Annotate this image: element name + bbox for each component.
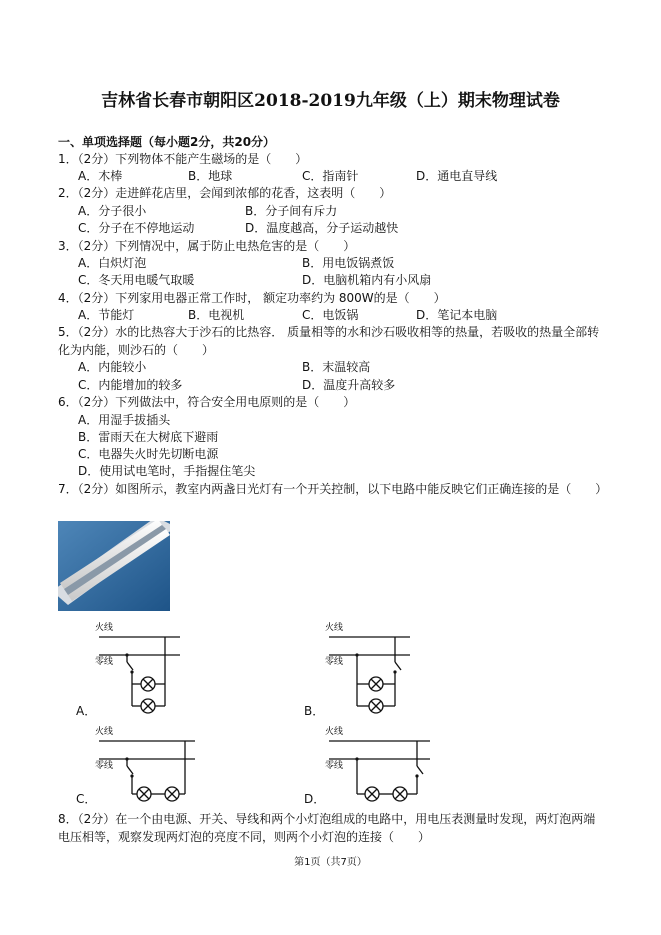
option-c: C． bbox=[76, 792, 97, 806]
question-stem: 5．（2分）水的比热容大于沙石的比热容． 质量相等的水和沙石吸收相等的热量，若吸收的热量全部转化为内能，则沙石的（ ） bbox=[58, 325, 600, 357]
neutral-wire-label: 零线 bbox=[95, 657, 114, 667]
option-d: D．温度升高较多 bbox=[302, 378, 396, 392]
section-heading: 一、单项选择题（每小题2分，共20分） bbox=[58, 135, 276, 149]
question-stem: 1．（2分）下列物体不能产生磁场的是（ ） bbox=[58, 152, 308, 166]
option-c: C．内能增加的较多 bbox=[78, 378, 183, 392]
option-b: B．雷雨天在大树底下避雨 bbox=[78, 430, 219, 444]
option-d: D．笔记本电脑 bbox=[416, 308, 498, 322]
page-title: 吉林省长春市朝阳区2018-2019九年级（上）期末物理试卷 bbox=[101, 91, 560, 111]
option-b: B．末温较高 bbox=[302, 360, 371, 374]
fluorescent-lamp-photo bbox=[58, 521, 170, 611]
option-a: A．木棒 bbox=[78, 169, 123, 183]
neutral-wire-label: 零线 bbox=[95, 761, 114, 771]
option-a: A．白炽灯泡 bbox=[78, 256, 147, 270]
question-stem: 4．（2分）下列家用电器正常工作时， 额定功率约为 800W的是（ ） bbox=[58, 291, 446, 305]
option-d: D．电脑机箱内有小风扇 bbox=[302, 273, 432, 287]
option-d: D．使用试电笔时，手指握住笔尖 bbox=[78, 464, 256, 478]
neutral-wire-label: 零线 bbox=[325, 761, 344, 771]
option-d: D． bbox=[304, 792, 326, 806]
option-c: C．冬天用电暖气取暖 bbox=[78, 273, 195, 287]
live-wire-label: 火线 bbox=[325, 623, 344, 633]
option-d: D．温度越高，分子运动越快 bbox=[245, 221, 399, 235]
question-stem: 6．（2分）下列做法中，符合安全用电原则的是（ ） bbox=[58, 395, 356, 409]
live-wire-label: 火线 bbox=[95, 727, 114, 737]
option-a: A．分子很小 bbox=[78, 204, 147, 218]
live-wire-label: 火线 bbox=[325, 727, 344, 737]
option-b: B．分子间有斥力 bbox=[245, 204, 338, 218]
neutral-wire-label: 零线 bbox=[325, 657, 344, 667]
option-a: A． bbox=[76, 704, 97, 718]
option-b: B． bbox=[304, 704, 325, 718]
option-b: B．用电饭锅煮饭 bbox=[302, 256, 395, 270]
question-stem: 7．（2分）如图所示，教室内两盏日光灯有一个开关控制，以下电路中能反映它们正确连接的是（ ） bbox=[58, 482, 608, 496]
question-stem: 3．（2分）下列情况中，属于防止电热危害的是（ ） bbox=[58, 239, 356, 253]
option-a: A．用湿手拔插头 bbox=[78, 413, 171, 427]
page-footer: 第1页（共7页） bbox=[294, 857, 367, 868]
question-stem: 8．（2分）在一个由电源、开关、导线和两个小灯泡组成的电路中，用电压表测量时发现，两灯泡两端电压相等，观察发现两灯泡的亮度不同，则两个小灯泡的连接（ ） bbox=[58, 812, 596, 844]
question-stem: 2．（2分）走进鲜花店里，会闻到浓郁的花香，这表明（ ） bbox=[58, 186, 392, 200]
option-c: C．电器失火时先切断电源 bbox=[78, 447, 219, 461]
option-b: B．电视机 bbox=[188, 308, 245, 322]
option-c: C．指南针 bbox=[302, 169, 359, 183]
option-a: A．内能较小 bbox=[78, 360, 147, 374]
option-a: A．节能灯 bbox=[78, 308, 135, 322]
option-d: D．通电直导线 bbox=[416, 169, 498, 183]
option-b: B．地球 bbox=[188, 169, 233, 183]
live-wire-label: 火线 bbox=[95, 623, 114, 633]
option-c: C．电饭锅 bbox=[302, 308, 359, 322]
option-c: C．分子在不停地运动 bbox=[78, 221, 195, 235]
